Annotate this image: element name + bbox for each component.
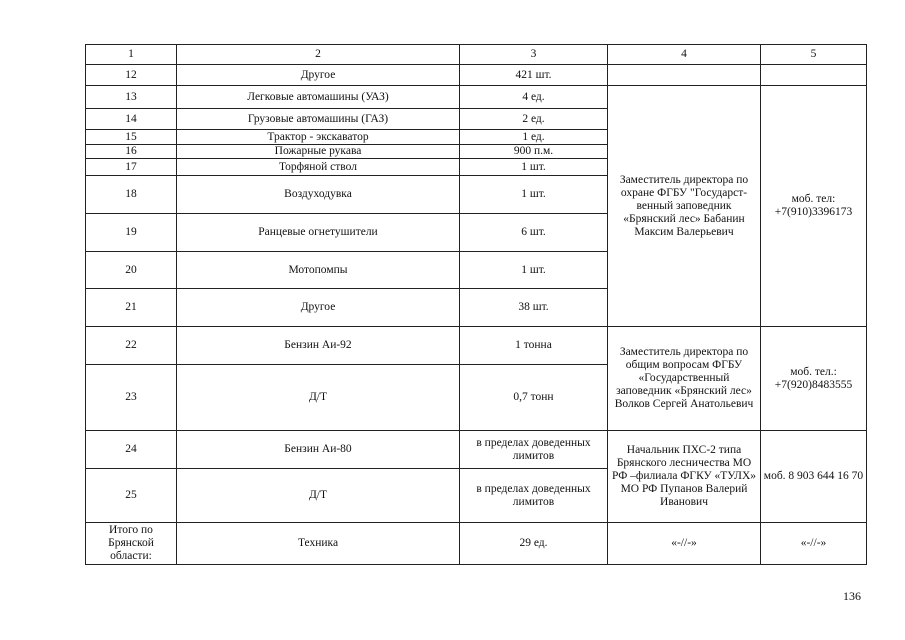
table-row <box>86 65 867 86</box>
row-name: Бензин Аи-80 <box>177 431 460 469</box>
total-person: «-//-» <box>608 523 761 565</box>
responsible-person-pupanov: Начальник ПХС-2 типа Брянского лесничества МО РФ –филиала ФГКУ «ТУЛХ» МО РФ Пупанов Валерий Иванович <box>608 431 761 523</box>
row-quantity: 1 шт. <box>460 159 608 176</box>
row-quantity: 1 шт. <box>460 176 608 214</box>
row-name: Д/Т <box>177 365 460 431</box>
row-number: 23 <box>86 365 177 431</box>
table-row <box>86 86 867 109</box>
table-row <box>86 431 867 469</box>
header-cell: 1 <box>86 45 177 65</box>
row-name: Воздуходувка <box>177 176 460 214</box>
row-number: 24 <box>86 431 177 469</box>
row-number: 15 <box>86 130 177 145</box>
row-name: Пожарные рукава <box>177 145 460 159</box>
total-row <box>86 523 867 565</box>
row-name: Другое <box>177 65 460 86</box>
row-number: 21 <box>86 289 177 327</box>
header-cell: 4 <box>608 45 761 65</box>
row-number: 20 <box>86 252 177 289</box>
row-quantity: 900 п.м. <box>460 145 608 159</box>
phone-pupanov: моб. 8 903 644 16 70 <box>761 431 867 523</box>
row-number: 12 <box>86 65 177 86</box>
row-number: 18 <box>86 176 177 214</box>
total-label: Итого по Брянской области: <box>86 523 177 565</box>
row-number: 14 <box>86 109 177 130</box>
row-number: 16 <box>86 145 177 159</box>
row-quantity: 1 ед. <box>460 130 608 145</box>
table-header-row <box>86 45 867 65</box>
phone-babanin: моб. тел: +7(910)3396173 <box>761 86 867 327</box>
row-quantity: в пределах доведенных лимитов <box>460 431 608 469</box>
equipment-table <box>85 44 867 565</box>
row-name: Легковые автомашины (УАЗ) <box>177 86 460 109</box>
row-quantity: 1 шт. <box>460 252 608 289</box>
row-quantity: 0,7 тонн <box>460 365 608 431</box>
phone-volkov: моб. тел.: +7(920)8483555 <box>761 327 867 431</box>
empty-cell <box>608 65 761 86</box>
header-cell: 3 <box>460 45 608 65</box>
table-row <box>86 327 867 365</box>
row-name: Грузовые автомашины (ГАЗ) <box>177 109 460 130</box>
header-cell: 5 <box>761 45 867 65</box>
row-name: Мотопомпы <box>177 252 460 289</box>
row-name: Трактор - экскаватор <box>177 130 460 145</box>
row-name: Ранцевые огнетушители <box>177 214 460 252</box>
row-quantity: 1 тонна <box>460 327 608 365</box>
row-number: 17 <box>86 159 177 176</box>
row-name: Другое <box>177 289 460 327</box>
header-cell: 2 <box>177 45 460 65</box>
total-name: Техника <box>177 523 460 565</box>
row-number: 13 <box>86 86 177 109</box>
responsible-person-volkov: Заместитель директора по общим вопросам ФГБУ «Государственный заповедник «Брянский лес» Волков Сергей Анатольевич <box>608 327 761 431</box>
row-quantity: 38 шт. <box>460 289 608 327</box>
row-number: 25 <box>86 469 177 523</box>
responsible-person-babanin: Заместитель директора по охране ФГБУ "Государст-венный заповедник «Брянский лес» Бабанин Максим Валерьевич <box>608 86 761 327</box>
row-name: Д/Т <box>177 469 460 523</box>
row-number: 19 <box>86 214 177 252</box>
empty-cell <box>761 65 867 86</box>
row-name: Бензин Аи-92 <box>177 327 460 365</box>
row-quantity: 2 ед. <box>460 109 608 130</box>
page-number: 136 <box>843 589 861 603</box>
row-quantity: 6 шт. <box>460 214 608 252</box>
total-phone: «-//-» <box>761 523 867 565</box>
row-quantity: в пределах доведенных лимитов <box>460 469 608 523</box>
row-quantity: 421 шт. <box>460 65 608 86</box>
total-quantity: 29 ед. <box>460 523 608 565</box>
row-number: 22 <box>86 327 177 365</box>
row-quantity: 4 ед. <box>460 86 608 109</box>
row-name: Торфяной ствол <box>177 159 460 176</box>
